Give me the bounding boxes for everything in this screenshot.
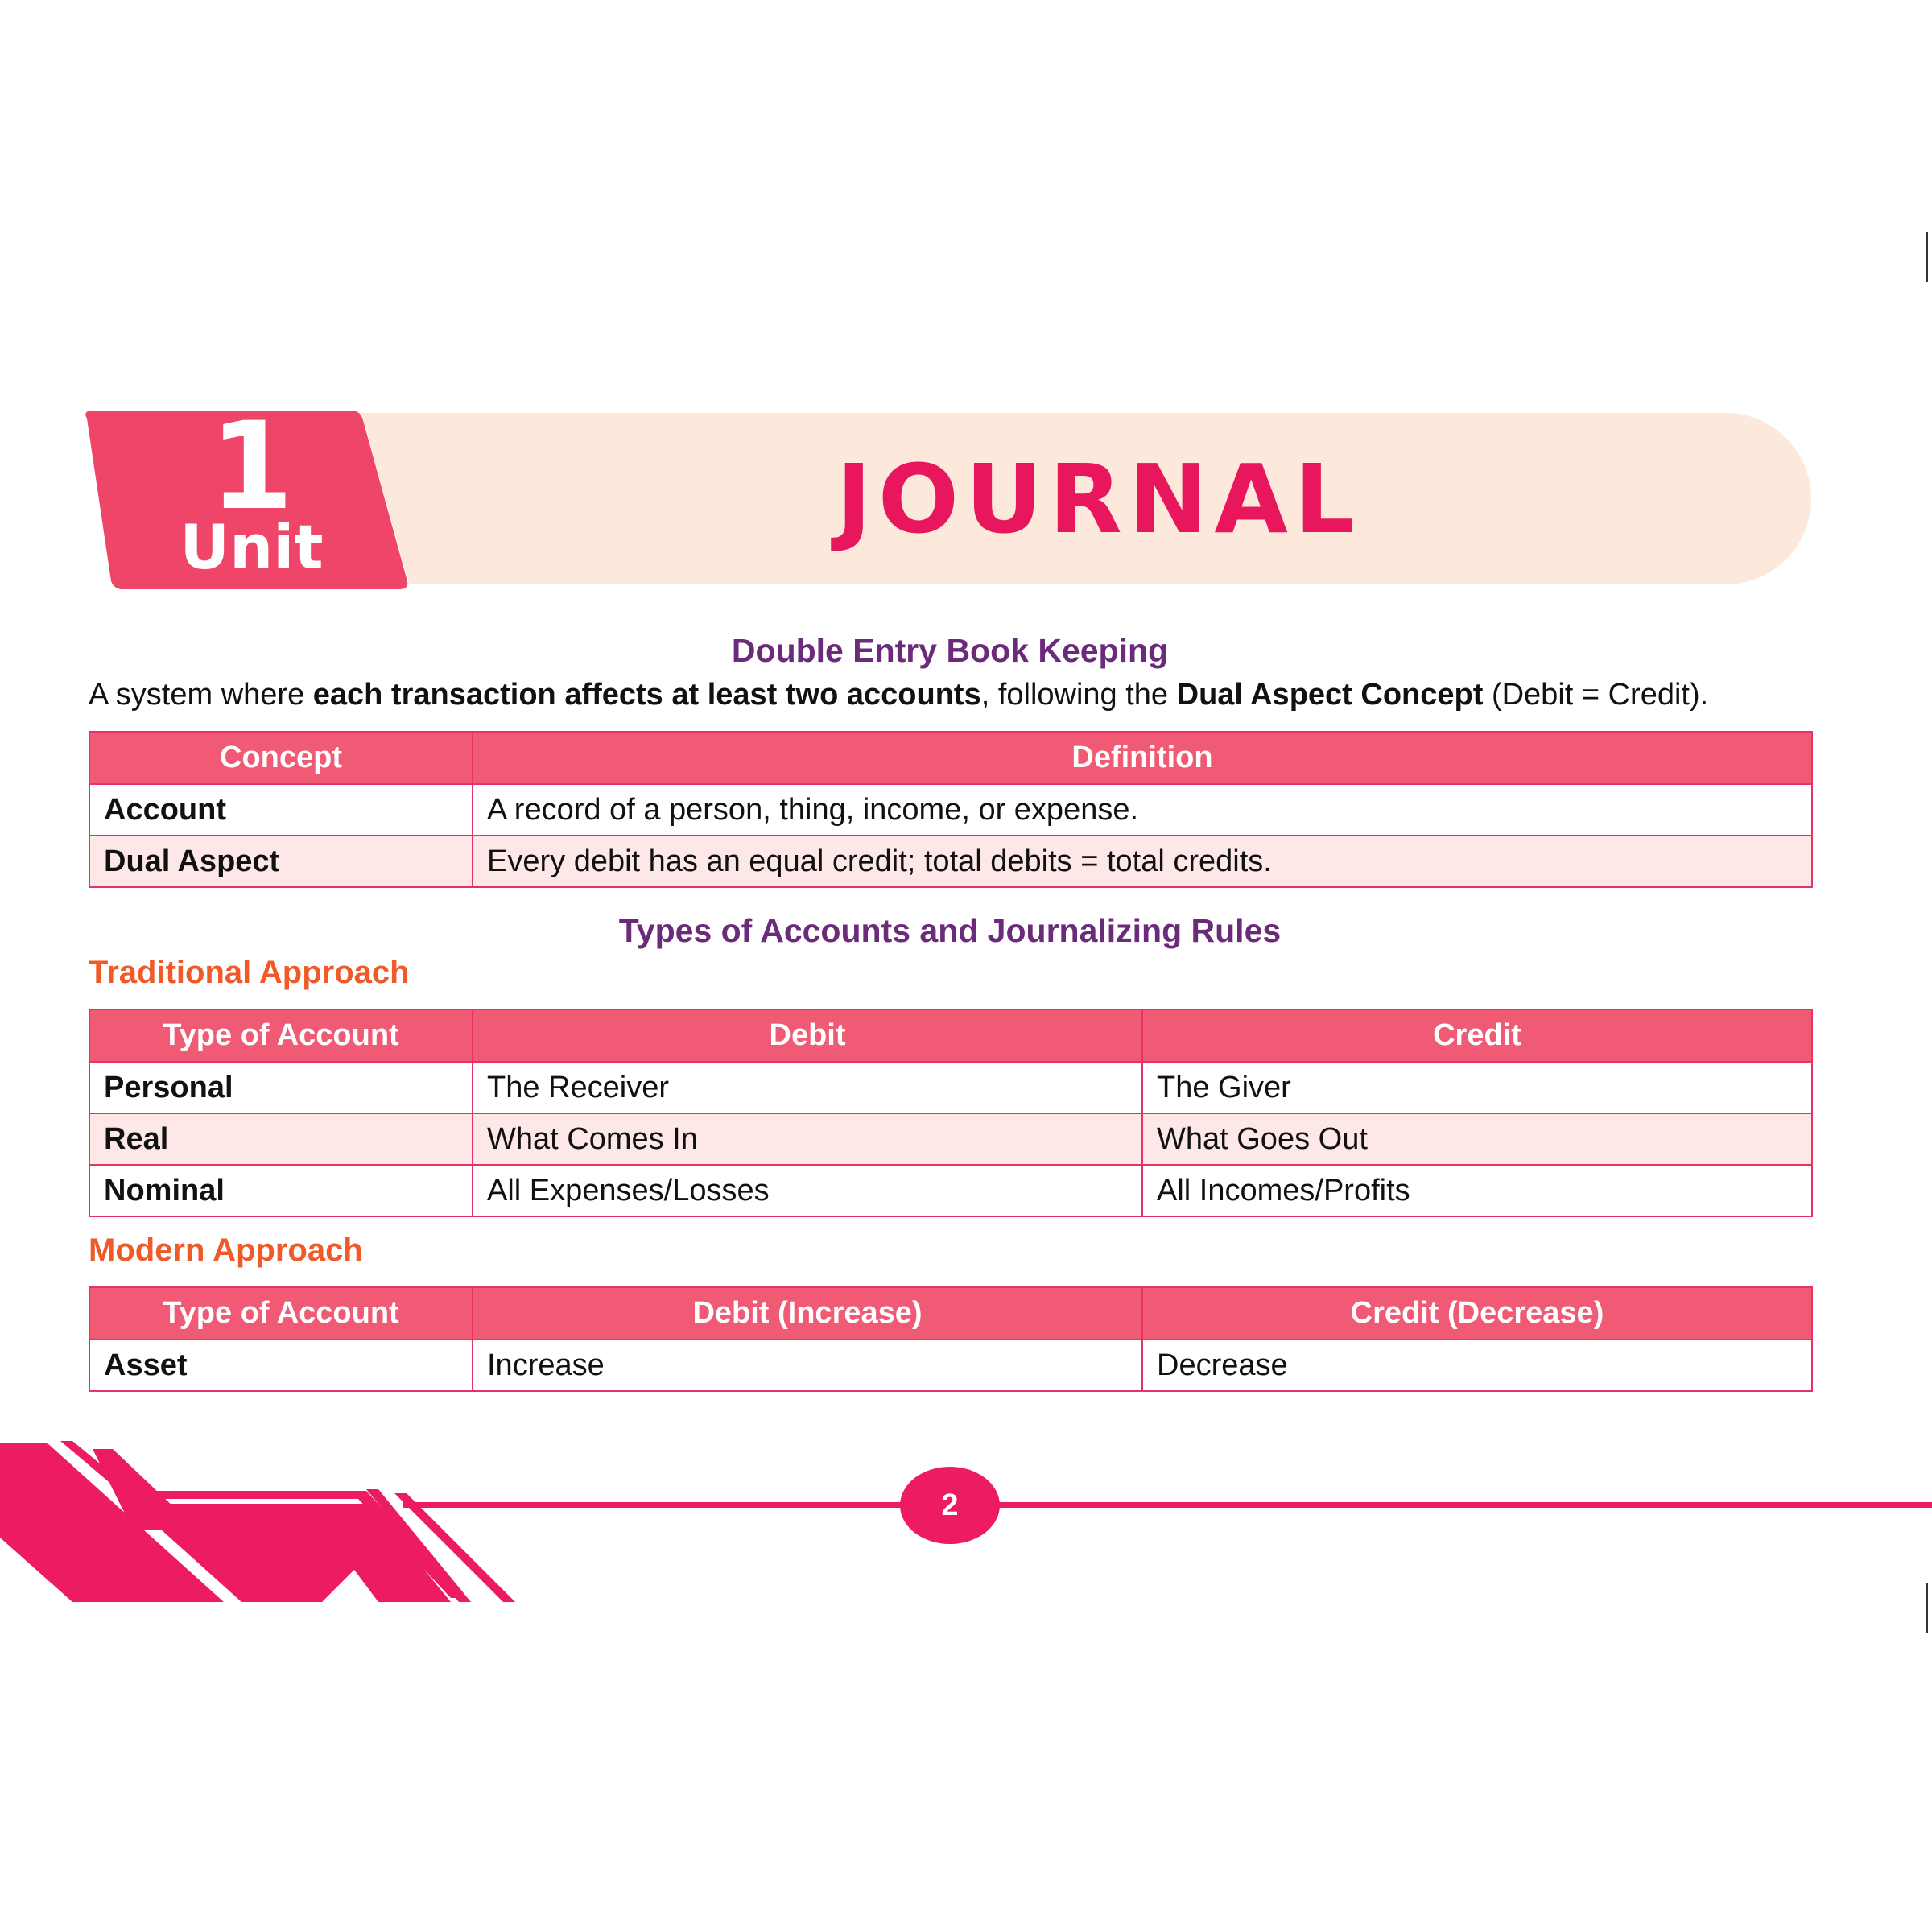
table-row: [89, 784, 1812, 836]
column-header: Debit (Increase): [473, 1287, 1142, 1340]
intro-text-part: , following the: [980, 678, 1177, 712]
table-cell: Increase: [473, 1340, 1142, 1391]
intro-text-part: (Debit = Credit).: [1483, 678, 1709, 712]
traditional-approach-heading: Traditional Approach: [89, 955, 410, 990]
intro-text-part: A system where: [89, 678, 313, 712]
table-header-row: [89, 1009, 1812, 1062]
unit-number: 1: [209, 397, 294, 537]
section-heading-double-entry: Double Entry Book Keeping: [731, 632, 1169, 669]
table-row: [89, 1113, 1812, 1165]
intro-bold-concept: Dual Aspect Concept: [1176, 678, 1484, 712]
table-cell: All Expenses/Losses: [473, 1165, 1142, 1216]
table-cell: What Comes In: [473, 1113, 1142, 1165]
page-number: 2: [941, 1488, 959, 1522]
intro-paragraph: [89, 675, 1860, 715]
table-cell: Real: [89, 1113, 473, 1165]
table-cell: The Giver: [1142, 1062, 1812, 1113]
table-cell: Personal: [89, 1062, 473, 1113]
column-header: Type of Account: [89, 1009, 473, 1062]
table-row: [89, 836, 1812, 887]
section-heading-types-of-accounts: Types of Accounts and Journalizing Rules: [618, 912, 1282, 949]
table-cell: The Receiver: [473, 1062, 1142, 1113]
intro-bold-phrase: each transaction affects at least two accounts: [312, 678, 981, 712]
table-cell: All Incomes/Profits: [1142, 1165, 1812, 1216]
table-header-row: [89, 1287, 1812, 1340]
crop-mark: [1926, 1583, 1928, 1633]
table-cell: Dual Aspect: [89, 836, 473, 887]
column-header: Credit (Decrease): [1142, 1287, 1812, 1340]
crop-mark: [1926, 232, 1928, 282]
traditional-approach-table: [89, 1009, 1813, 1217]
column-header: Definition: [473, 732, 1812, 784]
table-row: [89, 1062, 1812, 1113]
concept-table: [89, 731, 1813, 888]
modern-approach-table: [89, 1286, 1813, 1392]
table-cell: Account: [89, 784, 473, 836]
column-header: Type of Account: [89, 1287, 473, 1340]
table-cell: A record of a person, thing, income, or expense.: [473, 784, 1812, 836]
table-cell: Nominal: [89, 1165, 473, 1216]
modern-approach-heading: Modern Approach: [89, 1232, 363, 1268]
column-header: Concept: [89, 732, 473, 784]
table-row: [89, 1340, 1812, 1391]
table-cell: Every debit has an equal credit; total debits = total credits.: [473, 836, 1812, 887]
table-cell: Asset: [89, 1340, 473, 1391]
table-row: [89, 1165, 1812, 1216]
unit-label: Unit: [180, 511, 324, 583]
column-header: Debit: [473, 1009, 1142, 1062]
table-cell: What Goes Out: [1142, 1113, 1812, 1165]
unit-title: JOURNAL: [836, 444, 1362, 555]
table-cell: Decrease: [1142, 1340, 1812, 1391]
table-header-row: [89, 732, 1812, 784]
column-header: Credit: [1142, 1009, 1812, 1062]
